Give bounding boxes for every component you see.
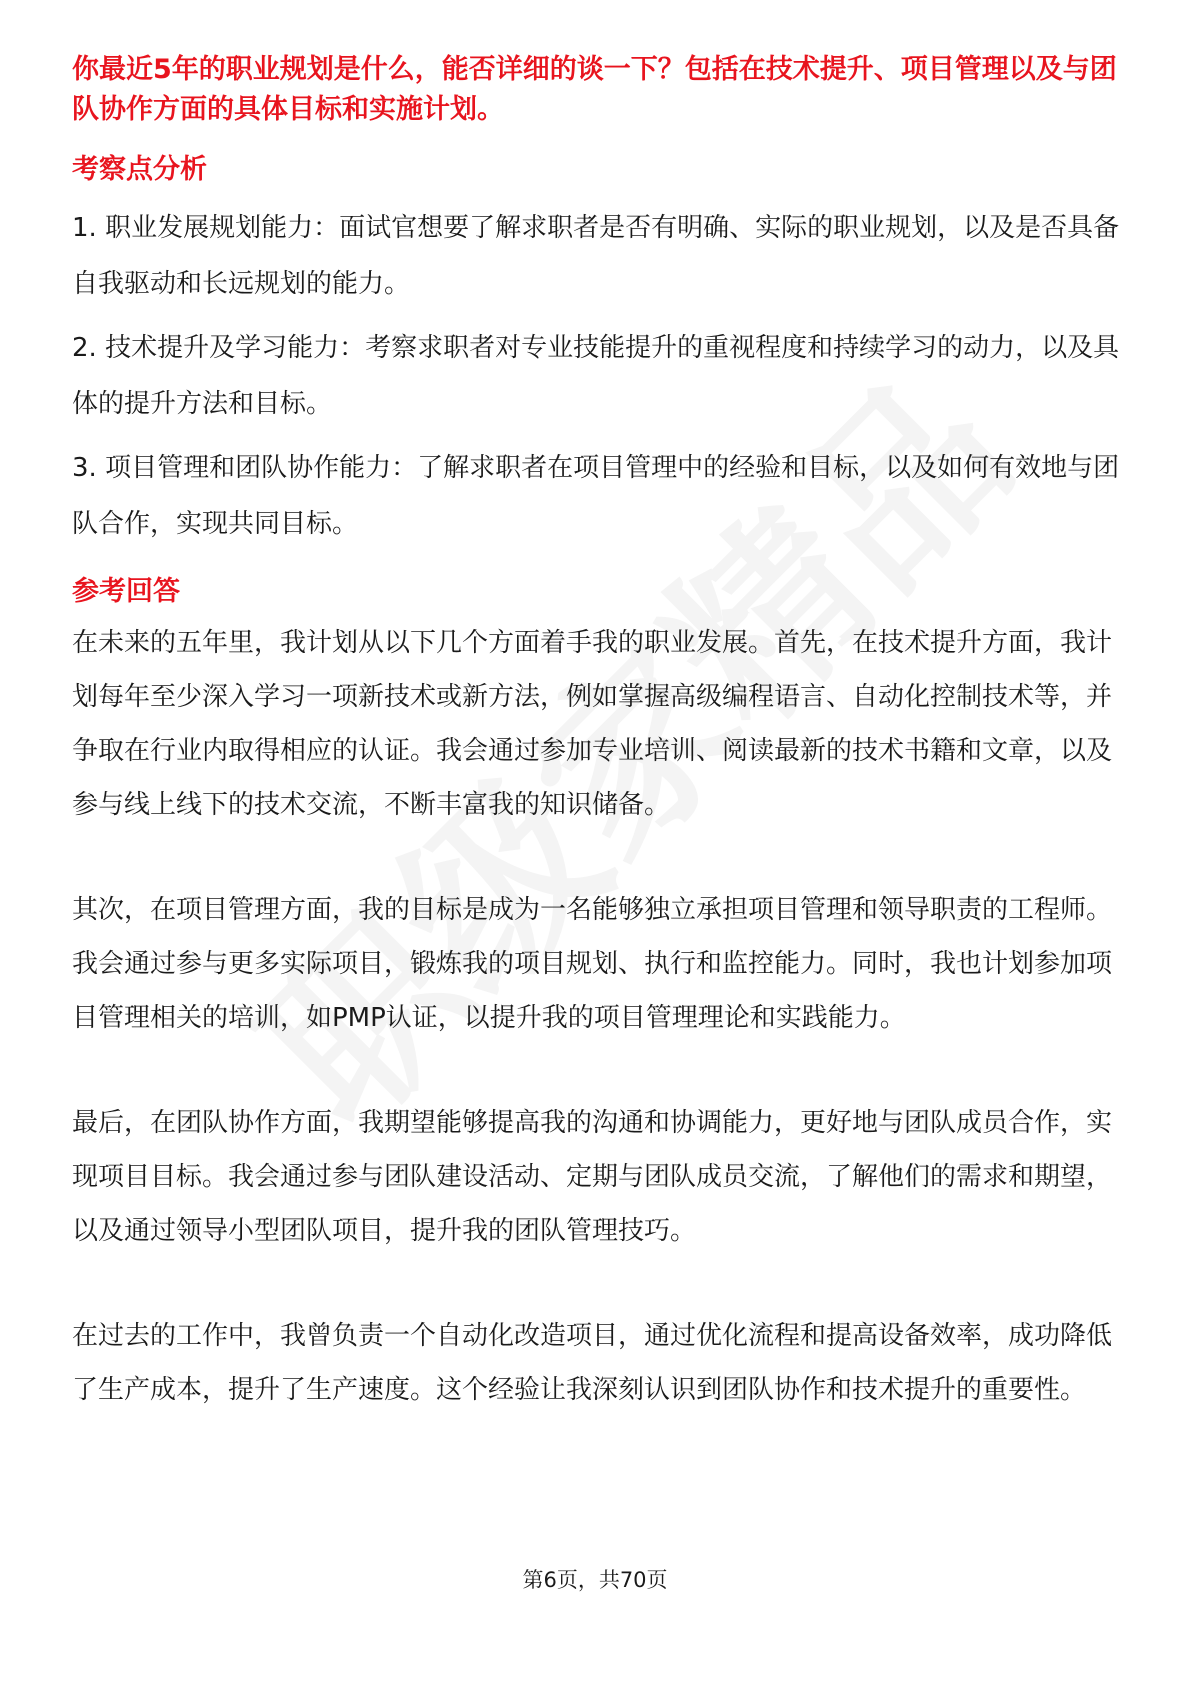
- question-title: 你最近5年的职业规划是什么，能否详细的谈一下？包括在技术提升、项目管理以及与团队协作方面的具体目标和实施计划。: [72, 54, 1117, 125]
- analysis-points-list: [72, 200, 1122, 552]
- answer-paragraph: 其次，在项目管理方面，我的目标是成为一名能够独立承担项目管理和领导职责的工程师。我会通过参与更多实际项目，锻炼我的项目规划、执行和监控能力。同时，我也计划参加项目管理相关的培训，如PMP认证，以提升我的项目管理理论和实践能力。: [72, 895, 1113, 1033]
- answer-body: [72, 616, 1122, 1417]
- analysis-heading: 考察点分析: [72, 154, 207, 185]
- answer-paragraph: 最后，在团队协作方面，我期望能够提高我的沟通和协调能力，更好地与团队成员合作，实现项目目标。我会通过参与团队建设活动、定期与团队成员交流，了解他们的需求和期望，以及通过领导小型团队项目，提升我的团队管理技巧。: [72, 1108, 1113, 1246]
- analysis-point: 3. 项目管理和团队协作能力：了解求职者在项目管理中的经验和目标，以及如何有效地与团队合作，实现共同目标。: [72, 453, 1120, 539]
- answer-paragraph: 在过去的工作中，我曾负责一个自动化改造项目，通过优化流程和提高设备效率，成功降低了生产成本，提升了生产速度。这个经验让我深刻认识到团队协作和技术提升的重要性。: [72, 1321, 1113, 1405]
- analysis-point: 2. 技术提升及学习能力：考察求职者对专业技能提升的重视程度和持续学习的动力，以及具体的提升方法和目标。: [72, 333, 1120, 419]
- page-number-footer: 第6页，共70页: [522, 1568, 668, 1592]
- page-content: [72, 50, 1122, 1417]
- answer-heading: 参考回答: [72, 576, 180, 607]
- answer-paragraph: 在未来的五年里，我计划从以下几个方面着手我的职业发展。首先，在技术提升方面，我计划每年至少深入学习一项新技术或新方法，例如掌握高级编程语言、自动化控制技术等，并争取在行业内取得相应的认证。我会通过参加专业培训、阅读最新的技术书籍和文章，以及参与线上线下的技术交流，不断丰富我的知识储备。: [72, 628, 1113, 820]
- analysis-point: 1. 职业发展规划能力：面试官想要了解求职者是否有明确、实际的职业规划，以及是否具备自我驱动和长远规划的能力。: [72, 213, 1120, 299]
